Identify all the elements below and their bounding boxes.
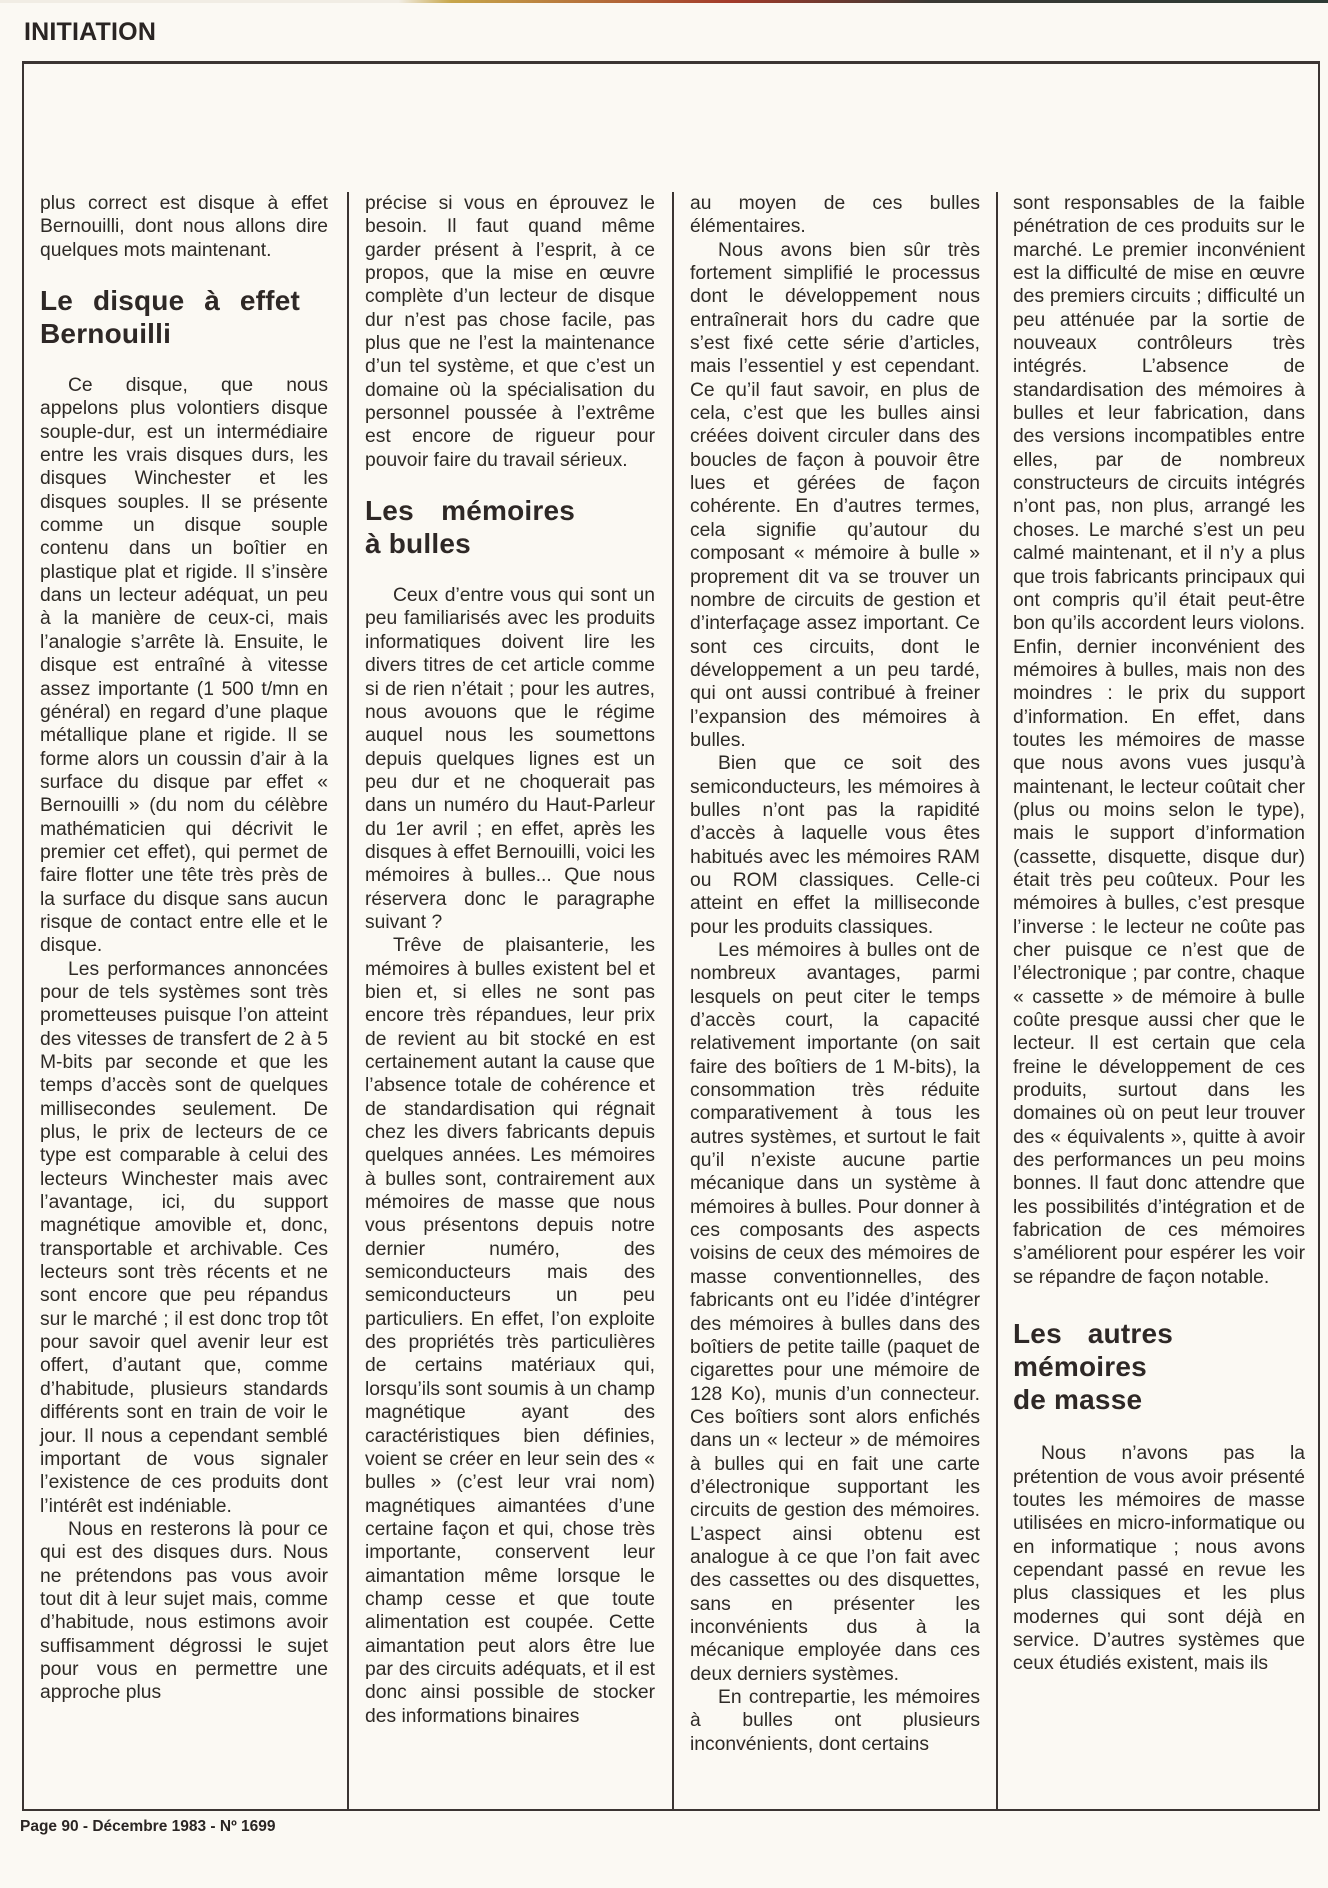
article-column-2 bbox=[365, 192, 655, 1728]
paragraph: Ceux d’entre vous qui sont un peu familiarisés avec les produits informatiques doivent lire les divers titres de cet article comme si de rien n’était ; pour les autres, nous avouons que le régime auquel nous les soumettons depuis quelques lignes est un peu dur et ne choquerait pas dans un numéro du Haut-Parleur du 1er avril ; en effet, après les disques à effet Bernouilli, voici les mémoires à bulles... Que nous réservera donc le paragraphe suivant ? bbox=[365, 585, 655, 933]
paragraph: En contrepartie, les mémoires à bulles ont plusieurs inconvénients, dont certains bbox=[690, 1687, 980, 1755]
column-rule bbox=[996, 192, 998, 1811]
page-footer: Page 90 - Décembre 1983 - Nº 1699 bbox=[20, 1818, 276, 1835]
column-rule bbox=[347, 192, 349, 1811]
paragraph: Nous en resterons là pour ce qui est des disques durs. Nous ne prétendons pas vous avoir tout dit à leur sujet mais, comme d’habitude, nous estimons avoir suffisamment dégrossi le sujet pour vous en permettre une approche plus bbox=[40, 1518, 328, 1704]
paragraph: plus correct est disque à effet Bernouilli, dont nous allons dire quelques mots maintenant. bbox=[40, 193, 328, 261]
section-heading: Les autres mémoires de masse bbox=[1013, 1318, 1173, 1416]
article-column-4 bbox=[1013, 192, 1305, 1676]
section-heading: Le disque à effet Bernouilli bbox=[40, 285, 300, 350]
column-rule bbox=[672, 192, 674, 1811]
paragraph: précise si vous en éprouvez le besoin. Il faut quand même garder présent à l’esprit, à ce propos, que la mise en œuvre complète d’un lecteur de disque dur n’est pas chose facile, pas plus que ne l’est la maintenance d’un tel système, et que c’est un domaine où la spécialisation du personnel poussée à l’extrême est encore de rigueur pour pouvoir faire du travail sérieux. bbox=[365, 193, 655, 471]
paragraph: Nous avons bien sûr très fortement simplifié le processus dont le développement nous entraînerait hors du cadre que s’est fixé cette série d’articles, mais l’essentiel y est cependant. Ce qu’il faut savoir, en plus de cela, c’est que les bulles ainsi créées doivent circuler dans des boucles de façon à pouvoir être lues et gérées de façon cohérente. En d’autres termes, cela signifie qu’autour du composant « mémoire à bulle » proprement dit va se trouver un nombre de circuits de gestion et d’interfaçage assez important. Ce sont ces circuits, dont le développement a un peu tardé, qui ont aussi contribué à freiner l’expansion des mémoires à bulles. bbox=[690, 239, 980, 751]
paragraph: sont responsables de la faible pénétration de ces produits sur le marché. Le premier inconvénient est la difficulté de mise en œuvre des premiers circuits ; difficulté un peu atténuée par la sortie de nouveaux contrôleurs très intégrés. L’absence de standardisation des mémoires à bulles et leur fabrication, dans des versions incompatibles entre elles, par de nombreux constructeurs de circuits intégrés n’ont pas, non plus, arrangé les choses. Le marché s’est un peu calmé maintenant, et il n’y a plus que trois fabricants principaux qui ont compris qu’il était peut-être bon qu’ils accordent leurs violons. Enfin, dernier inconvénient des mémoires à bulles, mais non des moindres : le prix du support d’information. En effet, dans toutes les mémoires de masse que nous avons vues jusqu’à maintenant, le lecteur coûtait cher (plus ou moins selon le type), mais le support d’information (cassette, disquette, disque dur) était très peu coûteux. Pour les mémoires à bulles, c’est presque l’inverse : le lecteur ne coûte pas cher puisque ce n’est que de l’électronique ; par contre, chaque « cassette » de mémoire à bulle coûte presque aussi cher que le lecteur. Il est certain que cela freine le développement de ces produits, surtout dans les domaines où on peut leur trouver des « équivalents », quitte à avoir des performances un peu moins bonnes. Il faut donc attendre que les possibilités d’intégration et de fabrication de ces mémoires s’améliorent pour espérer les voir se répandre de façon notable. bbox=[1013, 193, 1305, 1288]
top-color-strip bbox=[0, 0, 1328, 3]
section-label: INITIATION bbox=[24, 18, 157, 46]
paragraph: Nous n’avons pas la prétention de vous avoir présenté toutes les mémoires de masse utilisées en micro-informatique ou en informatique ; nous avons cependant passé en revue les plus classiques et les plus modernes qui sont déjà en service. D’autres systèmes que ceux étudiés existent, mais ils bbox=[1013, 1443, 1305, 1675]
paragraph: au moyen de ces bulles élémentaires. bbox=[690, 193, 980, 238]
paragraph: Trêve de plaisanterie, les mémoires à bulles existent bel et bien et, si elles ne sont pas encore très répandues, leur prix de revient au bit stocké en est certainement autant la cause que l’absence totale de cohérence et de standardisation qui régnait chez les divers fabricants depuis quelques années. Les mémoires à bulles sont, contrairement aux mémoires de masse que nous vous présentons depuis notre dernier numéro, des semiconducteurs mais des semiconducteurs un peu particuliers. En effet, l’on exploite des propriétés très particulières de certains matériaux qui, lorsqu’ils sont soumis à un champ magnétique ayant des caractéristiques bien définies, voient se créer en leur sein des « bulles » (c’est leur vrai nom) magnétiques aimantées d’une certaine façon et qui, chose très importante, conservent leur aimantation même lorsque le champ cesse et que toute alimentation est coupée. Cette aimantation peut alors être lue par des circuits adéquats, et il est donc ainsi possible de stocker des informations binaires bbox=[365, 935, 655, 1727]
article-column-3 bbox=[690, 192, 980, 1756]
paragraph: Les mémoires à bulles ont de nombreux avantages, parmi lesquels on peut citer le temps d’accès court, la capacité relativement importante (on sait faire des boîtiers de 1 M-bits), la consommation très réduite comparativement à tous les autres systèmes, et surtout le fait qu’il n’existe aucune partie mécanique dans un système à mémoires à bulles. Pour donner à ces composants des aspects voisins de ceux des mémoires de masse conventionnelles, des fabricants ont eu l’idée d’intégrer des mémoires à bulles dans des boîtiers de petite taille (paquet de cigarettes pour une mémoire de 128 Ko), munis d’un connecteur. Ces boîtiers sont alors enfichés dans un « lecteur » de mémoires à bulles qui en fait une carte d’électronique supportant les circuits de gestion des mémoires. L’aspect ainsi obtenu est analogue à ce que l’on fait avec des cassettes ou des disquettes, sans en présenter les inconvénients dus à la mécanique employée dans ces deux derniers systèmes. bbox=[690, 940, 980, 1685]
section-heading: Les mémoires à bulles bbox=[365, 495, 575, 560]
paragraph: Bien que ce soit des semiconducteurs, les mémoires à bulles n’ont pas la rapidité d’accès à laquelle vous êtes habitués avec les mémoires RAM ou ROM classiques. Celle-ci atteint en effet la milliseconde pour les produits classiques. bbox=[690, 753, 980, 938]
paragraph: Les performances annoncées pour de tels systèmes sont très prometteuses puisque l’on atteint des vitesses de transfert de 2 à 5 M-bits par seconde et que les temps d’accès sont de quelques millisecondes seulement. De plus, le prix de lecteurs de ce type est comparable à celui des lecteurs Winchester mais avec l’avantage, ici, du support magnétique amovible et, donc, transportable et archivable. Ces lecteurs sont très récents et ne sont encore que peu répandus sur le marché ; il est donc trop tôt pour savoir quel avenir leur est offert, d’autant que, comme d’habitude, plusieurs standards différents sont en train de voir le jour. Il nous a cependant semblé important de vous signaler l’existence de ces produits dont l’intérêt est indéniable. bbox=[40, 958, 328, 1517]
article-column-1 bbox=[40, 192, 328, 1705]
paragraph: Ce disque, que nous appelons plus volontiers disque souple-dur, est un intermédiaire entre les vrais disques durs, les disques Winchester et les disques souples. Il se présente comme un disque souple contenu dans un boîtier en plastique plat et rigide. Il s’insère dans un lecteur adéquat, un peu à la manière de ceux-ci, mais l’analogie s’arrête là. Ensuite, le disque est entraîné à vitesse assez importante (1 500 t/mn en général) en regard d’une plaque métallique plane et rigide. Il se forme alors un coussin d’air à la surface du disque par effet « Bernouilli » (du nom du célèbre mathématicien qui décrivit le premier cet effet), qui permet de faire flotter une tête très près de la surface du disque sans aucun risque de contact entre elle et le disque. bbox=[40, 375, 328, 957]
